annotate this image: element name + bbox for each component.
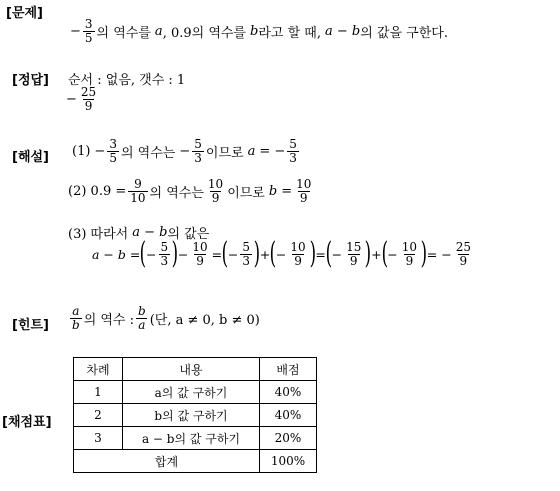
problem-text: , 0.9의 역수를 — [162, 25, 246, 41]
equals-sign: = − — [426, 246, 452, 262]
fraction: $\frac{25}{9}$ — [455, 239, 471, 268]
var-b: b — [250, 23, 259, 39]
problem-text: 의 값을 구한다. — [360, 25, 448, 41]
paren-close: ) — [171, 236, 179, 271]
answer-meta: 순서 : 없음, 갯수 : 1 — [68, 73, 186, 88]
fraction: $\frac{3}{5}$ — [109, 137, 117, 165]
step-text: 이므로 — [205, 145, 244, 161]
fraction: $\frac{5}{3}$ — [289, 137, 297, 165]
minus-sign: − — [275, 246, 287, 262]
fraction: $\frac{10}{9}$ — [401, 239, 418, 268]
fraction: $\frac{15}{9}$ — [346, 239, 362, 268]
scoring-label: [채점표] — [2, 415, 52, 430]
paren-open: ( — [269, 236, 277, 271]
step-number: (2) 0.9 = — [68, 183, 127, 199]
table-total-row — [74, 450, 317, 473]
fraction: $\frac{a}{b}$ — [72, 304, 80, 332]
fraction: $\frac{10}{9}$ — [296, 177, 312, 205]
solution-step-2 — [68, 178, 315, 204]
table-cell: 20% — [260, 427, 317, 450]
step-number: (1) — [72, 143, 91, 159]
problem-label: [문제] — [6, 6, 43, 21]
problem-statement — [70, 18, 448, 44]
fraction: $\frac{5}{3}$ — [160, 239, 169, 268]
fraction: $\frac{3}{5}$ — [84, 17, 93, 45]
var-a: a — [154, 23, 163, 39]
hint-label: [힌트] — [12, 318, 49, 333]
var-b: b — [268, 183, 278, 199]
table-cell: 40% — [260, 381, 317, 404]
table-cell: 1 — [74, 381, 123, 404]
problem-text: 의 역수를 — [96, 25, 151, 41]
table-cell: 40% — [260, 404, 317, 427]
table-row — [74, 404, 317, 427]
answer-value — [66, 86, 100, 112]
equation-lhs: a − b = — [92, 246, 141, 262]
equals-sign: = − — [259, 143, 286, 159]
paren-open: ( — [221, 236, 229, 271]
minus-sign: − — [387, 246, 398, 262]
operator: − — [177, 246, 189, 262]
minus-sign: − — [179, 143, 191, 159]
step-number: (3) 따라서 — [68, 227, 129, 242]
solution-equation — [92, 236, 475, 271]
fraction: $\frac{10}{9}$ — [207, 177, 224, 205]
table-cell: b의 값 구하기 — [123, 404, 260, 427]
expr: a − b — [324, 23, 361, 39]
step-text: 의 역수는 — [120, 145, 176, 161]
paren-open: ( — [325, 236, 332, 271]
fraction: $\frac{10}{9}$ — [290, 239, 306, 268]
minus-sign: − — [70, 23, 81, 39]
equals-sign: = — [315, 246, 326, 262]
table-cell: a의 값 구하기 — [123, 381, 260, 404]
expr: a − b — [132, 225, 168, 240]
operator: + — [371, 246, 382, 262]
total-label: 합계 — [74, 450, 260, 473]
paren-close: ) — [253, 236, 261, 271]
hint-text — [68, 305, 260, 331]
equals-sign: = — [281, 183, 293, 199]
table-header: 내용 — [123, 358, 260, 381]
table-cell: 2 — [74, 404, 123, 427]
step-text: 이므로 — [227, 185, 265, 201]
minus-sign: − — [146, 246, 157, 262]
table-row — [74, 427, 317, 450]
step-text: 의 값은 — [167, 227, 210, 242]
hint-condition: (단, a ≠ 0, b ≠ 0) — [149, 312, 260, 328]
fraction: $\frac{10}{9}$ — [192, 239, 208, 268]
table-cell: 3 — [74, 427, 123, 450]
minus-sign: − — [331, 246, 343, 262]
table-header: 배점 — [260, 358, 317, 381]
fraction: $\frac{25}{9}$ — [80, 85, 97, 113]
solution-label: [해설] — [12, 150, 49, 165]
paren-close: ) — [309, 236, 316, 271]
step-text: 의 역수는 — [149, 185, 204, 201]
answer-label: [정답] — [12, 73, 49, 88]
operator: + — [259, 246, 271, 262]
hint-body: 의 역수 : — [83, 312, 135, 328]
table-cell: a − b의 값 구하기 — [123, 427, 260, 450]
scoring-table — [73, 357, 317, 473]
table-row — [74, 381, 317, 404]
var-a: a — [247, 143, 256, 159]
fraction: $\frac{5}{3}$ — [242, 239, 250, 268]
total-value: 100% — [260, 450, 317, 473]
fraction: $\frac{9}{10}$ — [130, 177, 146, 205]
table-header-row — [74, 358, 317, 381]
fraction: $\frac{5}{3}$ — [194, 137, 202, 165]
paren-close: ) — [364, 236, 372, 271]
minus-sign: − — [227, 246, 239, 262]
paren-open: ( — [139, 236, 147, 271]
equals-sign: = — [211, 246, 223, 262]
paren-close: ) — [420, 236, 428, 271]
paren-open: ( — [381, 236, 388, 271]
fraction: $\frac{b}{a}$ — [138, 304, 146, 332]
minus-sign: − — [66, 91, 77, 107]
table-header: 차례 — [74, 358, 123, 381]
problem-text: 라고 할 때, — [258, 25, 321, 41]
minus-sign: − — [94, 143, 106, 159]
solution-step-1 — [72, 138, 301, 164]
